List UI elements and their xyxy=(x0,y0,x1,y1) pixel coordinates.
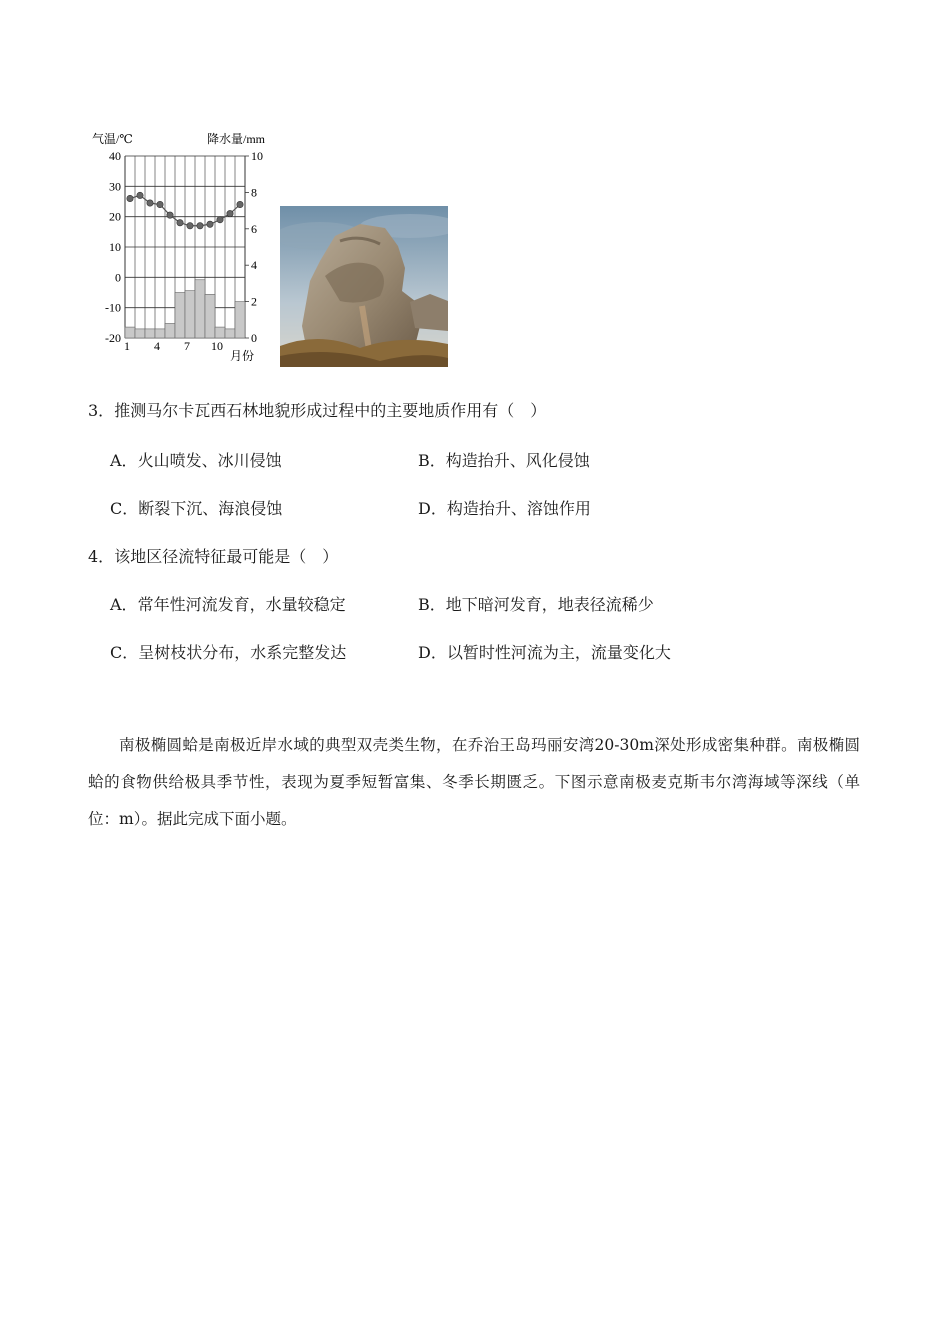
precipitation-tick-label: 4 xyxy=(251,258,257,273)
option-label: C． xyxy=(110,643,139,662)
option-4c[interactable] xyxy=(110,640,346,663)
temperature-point xyxy=(207,221,213,227)
precipitation-tick-label: 0 xyxy=(251,331,257,345)
temperature-point xyxy=(147,200,153,206)
precipitation-bar xyxy=(125,327,135,338)
option-label: D． xyxy=(418,643,447,662)
precipitation-bar xyxy=(185,291,195,338)
option-text: 常年性河流发育，水量较稳定 xyxy=(137,595,346,614)
temperature-axis-label: 气温/℃ xyxy=(92,132,133,146)
option-3b[interactable] xyxy=(418,448,590,471)
question-3 xyxy=(88,398,546,421)
month-tick-label: 10 xyxy=(211,339,223,353)
reading-passage: 南极椭圆蛤是南极近岸水域的典型双壳类生物，在乔治王岛玛丽安湾20-30m深处形成密集种群。南极椭圆蛤的食物供给极具季节性，表现为夏季短暂富集、冬季长期匮乏。下图示意南极麦克斯韦尔湾海域等深线（单位：m）。据此完成下面小题。 xyxy=(88,736,860,828)
precipitation-bar xyxy=(135,329,145,338)
temperature-tick-label: 40 xyxy=(109,149,121,163)
precipitation-tick-label: 2 xyxy=(251,294,257,309)
precipitation-axis-label: 降水量/mm xyxy=(207,132,266,146)
option-4a[interactable] xyxy=(110,592,346,615)
option-text: 构造抬升、风化侵蚀 xyxy=(445,451,590,470)
option-text: 断裂下沉、海浪侵蚀 xyxy=(138,499,283,518)
precipitation-tick-label: 8 xyxy=(251,185,257,200)
temperature-point xyxy=(157,201,163,207)
temperature-point xyxy=(127,195,133,201)
month-axis-label: 月份 xyxy=(230,349,255,363)
precipitation-bar xyxy=(175,293,185,339)
precipitation-bar xyxy=(225,329,235,338)
temperature-point xyxy=(137,192,143,198)
temperature-point xyxy=(227,210,233,216)
temperature-point xyxy=(167,212,173,218)
temperature-tick-label: -20 xyxy=(105,331,121,345)
option-3c[interactable] xyxy=(110,496,282,519)
question-number: 4． xyxy=(88,547,115,566)
precipitation-tick-label: 10 xyxy=(251,149,263,163)
option-text: 呈树枝状分布，水系完整发达 xyxy=(138,643,347,662)
temperature-tick-label: -10 xyxy=(105,300,121,315)
option-4d[interactable] xyxy=(418,640,671,663)
option-3d[interactable] xyxy=(418,496,591,519)
question-number: 3． xyxy=(88,401,115,420)
option-label: B． xyxy=(418,451,446,470)
option-text: 地下暗河发育，地表径流稀少 xyxy=(445,595,654,614)
precipitation-bar xyxy=(155,329,165,338)
precipitation-bar xyxy=(145,329,155,338)
question-4 xyxy=(88,544,338,567)
question-text: 该地区径流特征最可能是（ ） xyxy=(114,547,339,566)
option-4b[interactable] xyxy=(418,592,654,615)
temperature-tick-label: 10 xyxy=(109,240,121,254)
temperature-tick-label: 0 xyxy=(115,270,121,285)
precipitation-bar xyxy=(235,302,245,338)
temperature-point xyxy=(177,220,183,226)
option-label: D． xyxy=(418,499,447,518)
climate-chart xyxy=(80,128,280,368)
month-tick-label: 4 xyxy=(154,339,160,353)
precipitation-tick-label: 6 xyxy=(251,221,257,236)
option-label: A． xyxy=(110,595,138,614)
precipitation-bar xyxy=(205,294,215,338)
temperature-point xyxy=(237,201,243,207)
rock-formation-photo xyxy=(280,206,448,367)
option-label: B． xyxy=(418,595,446,614)
temperature-tick-label: 30 xyxy=(109,179,121,194)
option-text: 构造抬升、溶蚀作用 xyxy=(446,499,591,518)
precipitation-bar xyxy=(195,280,205,338)
temperature-point xyxy=(197,223,203,229)
option-text: 火山喷发、冰川侵蚀 xyxy=(137,451,282,470)
option-label: C． xyxy=(110,499,139,518)
precipitation-bar xyxy=(215,327,225,338)
month-tick-label: 7 xyxy=(184,339,190,353)
temperature-point xyxy=(217,217,223,223)
month-tick-label: 1 xyxy=(124,339,130,353)
temperature-tick-label: 20 xyxy=(109,209,121,224)
temperature-point xyxy=(187,223,193,229)
option-text: 以暂时性河流为主，流量变化大 xyxy=(446,643,671,662)
precipitation-bar xyxy=(165,323,175,338)
option-3a[interactable] xyxy=(110,448,282,471)
option-label: A． xyxy=(110,451,138,470)
question-text: 推测马尔卡瓦西石林地貌形成过程中的主要地质作用有（ ） xyxy=(114,401,547,420)
